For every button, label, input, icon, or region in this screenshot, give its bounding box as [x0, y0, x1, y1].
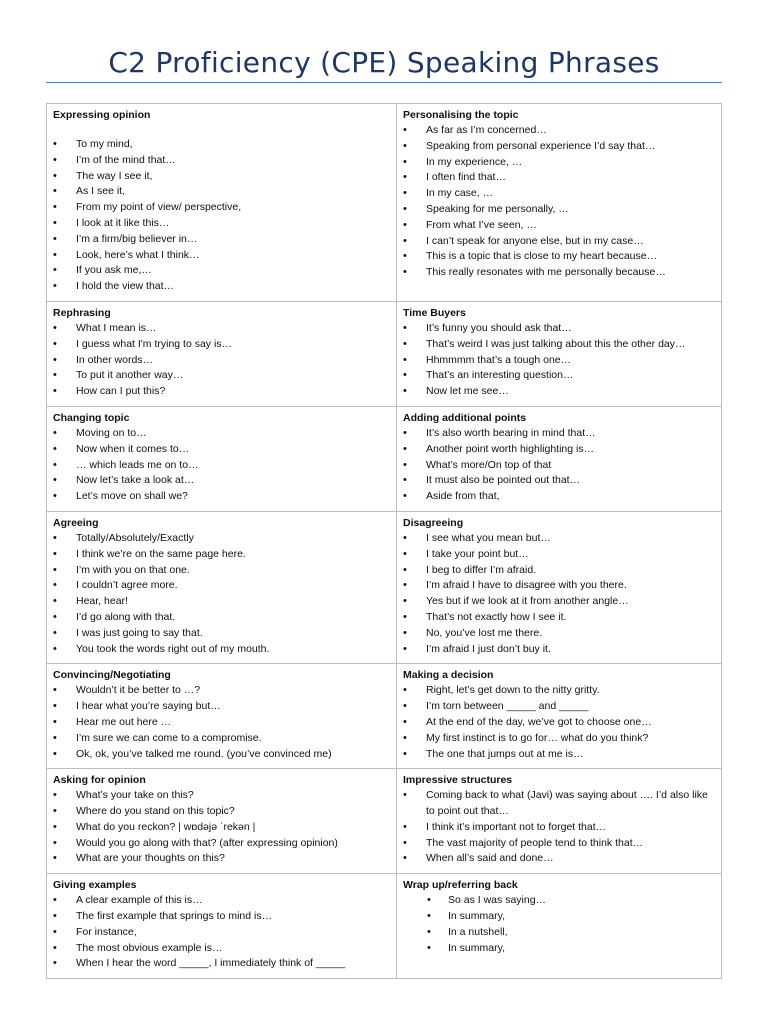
phrase-cell — [47, 104, 397, 302]
phrase-list — [403, 683, 715, 762]
list-item: • I guess what I'm trying to say is… — [53, 337, 390, 353]
list-item: • Now when it comes to… — [53, 442, 390, 458]
section-heading: Changing topic — [53, 411, 130, 424]
list-item: • What’s more/On top of that — [403, 458, 715, 474]
list-item: • Ok, ok, you’ve talked me round. (you’ve convinced me) — [53, 747, 390, 763]
list-item: • The most obvious example is… — [53, 941, 390, 957]
list-item: • Where do you stand on this topic? — [53, 804, 390, 820]
phrase-list — [53, 893, 390, 972]
phrase-list — [53, 683, 390, 762]
list-item: • No, you’ve lost me there. — [403, 626, 715, 642]
list-item: • At the end of the day, we’ve got to choose one… — [403, 715, 715, 731]
list-item: • I’d go along with that. — [53, 610, 390, 626]
list-item: • It’s also worth bearing in mind that… — [403, 426, 715, 442]
list-item: • Moving on to… — [53, 426, 390, 442]
list-item: • If you ask me,… — [53, 263, 390, 279]
list-item: • This really resonates with me personally because… — [403, 265, 715, 281]
table-row — [47, 511, 722, 663]
list-item: • Totally/Absolutely/Exactly — [53, 531, 390, 547]
phrase-cell — [397, 511, 722, 663]
list-item: • It’s funny you should ask that… — [403, 321, 715, 337]
list-item: • … which leads me on to… — [53, 458, 390, 474]
list-item: • My first instinct is to go for… what do you think? — [403, 731, 715, 747]
list-item: • When all’s said and done… — [403, 851, 715, 867]
list-item: • Hhmmmm that’s a tough one… — [403, 353, 715, 369]
list-item: • As far as I’m concerned… — [403, 123, 715, 139]
list-item: • Speaking from personal experience I’d say that… — [403, 139, 715, 155]
list-item: • What are your thoughts on this? — [53, 851, 390, 867]
phrase-cell — [47, 664, 397, 769]
list-item: • I think we’re on the same page here. — [53, 547, 390, 563]
section-heading: Rephrasing — [53, 306, 111, 319]
section-heading: Convincing/Negotiating — [53, 669, 171, 682]
list-item: • I hold the view that… — [53, 279, 390, 295]
list-item: • I was just going to say that. — [53, 626, 390, 642]
list-item: • Look, here’s what I think… — [53, 248, 390, 264]
list-item: • For instance, — [53, 925, 390, 941]
list-item: • I hear what you’re saying but… — [53, 699, 390, 715]
list-item: • Aside from that, — [403, 489, 715, 505]
section-heading: Impressive structures — [403, 774, 513, 787]
list-item: • I think it’s important not to forget that… — [403, 820, 715, 836]
list-item: • In other words… — [53, 353, 390, 369]
phrase-cell — [397, 769, 722, 874]
list-item: • What I mean is… — [53, 321, 390, 337]
list-item: • I can’t speak for anyone else, but in my case… — [403, 234, 715, 250]
list-item: • How can I put this? — [53, 384, 390, 400]
list-item: • I’m with you on that one. — [53, 563, 390, 579]
list-item: • You took the words right out of my mouth. — [53, 642, 390, 658]
table-row — [47, 769, 722, 874]
list-item: • The way I see it, — [53, 169, 390, 185]
phrase-cell — [47, 511, 397, 663]
phrase-cell — [397, 406, 722, 511]
list-item: • To put it another way… — [53, 368, 390, 384]
phrase-list — [53, 531, 390, 657]
phrase-cell — [397, 874, 722, 979]
list-item: • In summary, — [403, 909, 715, 925]
list-item: • I look at it like this… — [53, 216, 390, 232]
list-item: • I’m a firm/big believer in… — [53, 232, 390, 248]
list-item: • From what I’ve seen, … — [403, 218, 715, 234]
phrase-list — [53, 788, 390, 867]
list-item: • I’m afraid I have to disagree with you there. — [403, 578, 715, 594]
list-item: • What’s your take on this? — [53, 788, 390, 804]
section-heading: Personalising the topic — [403, 109, 519, 121]
table-row — [47, 301, 722, 406]
section-heading: Time Buyers — [403, 306, 466, 319]
list-item: • As I see it, — [53, 184, 390, 200]
section-heading: Disagreeing — [403, 516, 464, 529]
table-row — [47, 104, 722, 302]
list-item: • In my experience, … — [403, 155, 715, 171]
list-item: • I often find that… — [403, 170, 715, 186]
list-item: • Right, let’s get down to the nitty gritty. — [403, 683, 715, 699]
list-item: • The vast majority of people tend to think that… — [403, 836, 715, 852]
phrase-cell — [397, 301, 722, 406]
list-item: • I’m sure we can come to a compromise. — [53, 731, 390, 747]
section-heading: Expressing opinion — [53, 109, 151, 121]
list-item: • The first example that springs to mind is… — [53, 909, 390, 925]
section-heading: Wrap up/referring back — [403, 879, 518, 892]
section-heading: Asking for opinion — [53, 774, 146, 787]
list-item: • Yes but if we look at it from another angle… — [403, 594, 715, 610]
list-item: • I couldn’t agree more. — [53, 578, 390, 594]
list-item: • Speaking for me personally, … — [403, 202, 715, 218]
list-item: • That’s not exactly how I see it. — [403, 610, 715, 626]
list-item: • To my mind, — [53, 137, 390, 153]
phrase-list — [53, 137, 390, 295]
table-row — [47, 664, 722, 769]
phrase-list — [403, 531, 715, 657]
list-item: • I see what you mean but… — [403, 531, 715, 547]
list-item: • Hear, hear! — [53, 594, 390, 610]
list-item: • Hear me out here … — [53, 715, 390, 731]
list-item: • When I hear the word _____, I immediately think of _____ — [53, 956, 390, 972]
list-item: • I’m of the mind that… — [53, 153, 390, 169]
phrase-cell — [397, 104, 722, 302]
list-item: • I’m torn between _____ and _____ — [403, 699, 715, 715]
list-item: • What do you reckon? | wɒdəjə ˈrekən | — [53, 820, 390, 836]
title-underline — [46, 82, 722, 83]
list-item: • A clear example of this is… — [53, 893, 390, 909]
phrase-list — [403, 123, 715, 281]
list-item: • It must also be pointed out that… — [403, 473, 715, 489]
list-item: • Wouldn’t it be better to …? — [53, 683, 390, 699]
list-item: • I’m afraid I just don’t buy it. — [403, 642, 715, 658]
list-item: • In my case, … — [403, 186, 715, 202]
phrase-cell — [47, 406, 397, 511]
section-heading: Adding additional points — [403, 411, 527, 424]
phrase-cell — [47, 769, 397, 874]
list-item: • Now let me see… — [403, 384, 715, 400]
phrases-table — [46, 103, 722, 979]
list-item: • In a nutshell, — [403, 925, 715, 941]
table-row — [47, 874, 722, 979]
list-item: • The one that jumps out at me is… — [403, 747, 715, 763]
phrase-cell — [47, 874, 397, 979]
section-heading: Making a decision — [403, 669, 494, 682]
phrase-list — [53, 321, 390, 400]
phrase-list — [403, 893, 715, 956]
list-item: • So as I was saying… — [403, 893, 715, 909]
list-item: • Now let’s take a look at… — [53, 473, 390, 489]
phrase-list — [403, 426, 715, 505]
list-item: • I beg to differ I’m afraid. — [403, 563, 715, 579]
phrase-cell — [397, 664, 722, 769]
section-heading: Agreeing — [53, 516, 99, 529]
list-item: • I take your point but… — [403, 547, 715, 563]
list-item: • In summary, — [403, 941, 715, 957]
list-item: • From my point of view/ perspective, — [53, 200, 390, 216]
list-item: • This is a topic that is close to my heart because… — [403, 249, 715, 265]
list-item: • Another point worth highlighting is… — [403, 442, 715, 458]
list-item: • That’s weird I was just talking about this the other day… — [403, 337, 715, 353]
phrase-list — [403, 788, 715, 867]
list-item: • Let’s move on shall we? — [53, 489, 390, 505]
list-item: • That’s an interesting question… — [403, 368, 715, 384]
section-heading: Giving examples — [53, 879, 137, 892]
phrase-cell — [47, 301, 397, 406]
list-item: • Would you go along with that? (after expressing opinion) — [53, 836, 390, 852]
list-item: • Coming back to what (Javi) was saying about …. I’d also like to point out that… — [403, 788, 715, 820]
phrase-list — [403, 321, 715, 400]
phrase-list — [53, 426, 390, 505]
table-row — [47, 406, 722, 511]
page-title: C2 Proficiency (CPE) Speaking Phrases — [108, 46, 660, 79]
